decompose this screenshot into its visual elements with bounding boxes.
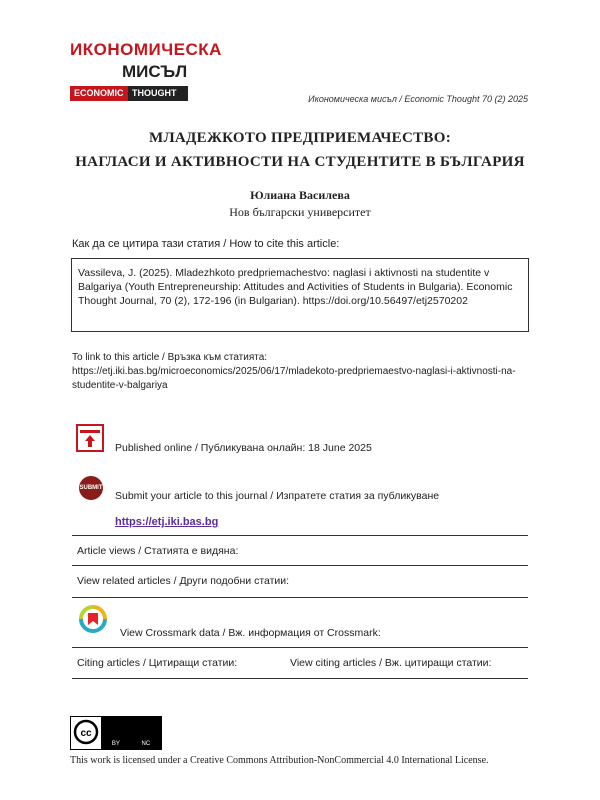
submit-link[interactable]: https://etj.iki.bas.bg (115, 516, 219, 528)
divider (72, 535, 528, 536)
journal-reference: Икономическа мисъл / Economic Thought 70 (2) 2025 (308, 94, 528, 104)
cite-label: Как да се цитира тази статия / How to cite this article: (72, 238, 340, 250)
cc-nc-label: NC (141, 741, 151, 747)
divider (72, 647, 528, 648)
cc-terms (101, 717, 161, 749)
crossmark-icon[interactable] (79, 605, 107, 633)
divider (72, 597, 528, 598)
crossmark-link[interactable]: View Crossmark data / Вж. информация от Crossmark: (120, 627, 381, 639)
citing-articles: Citing articles / Цитиращи статии: (77, 657, 238, 669)
cc-icon (71, 717, 101, 747)
svg-text:cc: cc (80, 728, 92, 739)
published-icon (76, 424, 104, 452)
journal-logo (70, 40, 222, 101)
article-title (0, 126, 600, 174)
cc-license-badge[interactable] (70, 716, 162, 750)
submit-text: Submit your article to this journal / Изпратете статия за публикуване (115, 490, 440, 502)
logo-line-2: МИСЪЛ (122, 62, 188, 81)
link-label: To link to this article / Връзка към статията: (72, 352, 268, 363)
logo-economic: ECONOMIC (70, 86, 128, 101)
logo-bar (70, 86, 188, 101)
logo-thought: THOUGHT (128, 86, 188, 101)
author-name: Юлиана Василева (250, 188, 350, 202)
citation-box: Vassileva, J. (2025). Mladezhkoto predpriemachestvo: naglasi i aktivnosti na studentite v Balgariya (Youth Entrepreneurship: Attitudes and Activities of Students in Bulgaria). Economic Thought Journal, 70 (2), 172-196 (in Bulgarian). https://doi.org/10.56497/etj2570202 (71, 258, 529, 332)
published-date: Published online / Публикувана онлайн: 18 June 2025 (115, 442, 372, 454)
related-articles-link[interactable]: View related articles / Други подобни статии: (77, 575, 290, 587)
article-views: Article views / Статията е видяна: (77, 545, 239, 557)
article-link[interactable]: https://etj.iki.bas.bg/microeconomics/2025/06/17/mladekoto-predpriemaestvo-naglasi-i-aktivnosti-na-studentite-v-balgariya (72, 366, 516, 391)
divider (72, 565, 528, 566)
cc-by-label: BY (111, 741, 120, 747)
license-text: This work is licensed under a Creative Commons Attribution-NonCommercial 4.0 International License. (70, 755, 489, 766)
submit-icon[interactable]: SUBMIT (79, 476, 103, 500)
title-line-2: НАГЛАСИ И АКТИВНОСТИ НА СТУДЕНТИТЕ В БЪЛГАРИЯ (75, 154, 525, 170)
title-line-1: МЛАДЕЖКОТО ПРЕДПРИЕМАЧЕСТВО: (148, 130, 451, 146)
author-affiliation: Нов български университет (229, 205, 371, 219)
logo-line-1: ИКОНОМИЧЕСКА (70, 40, 222, 59)
view-citing-link[interactable]: View citing articles / Вж. цитиращи статии: (290, 657, 492, 669)
divider (72, 678, 528, 679)
